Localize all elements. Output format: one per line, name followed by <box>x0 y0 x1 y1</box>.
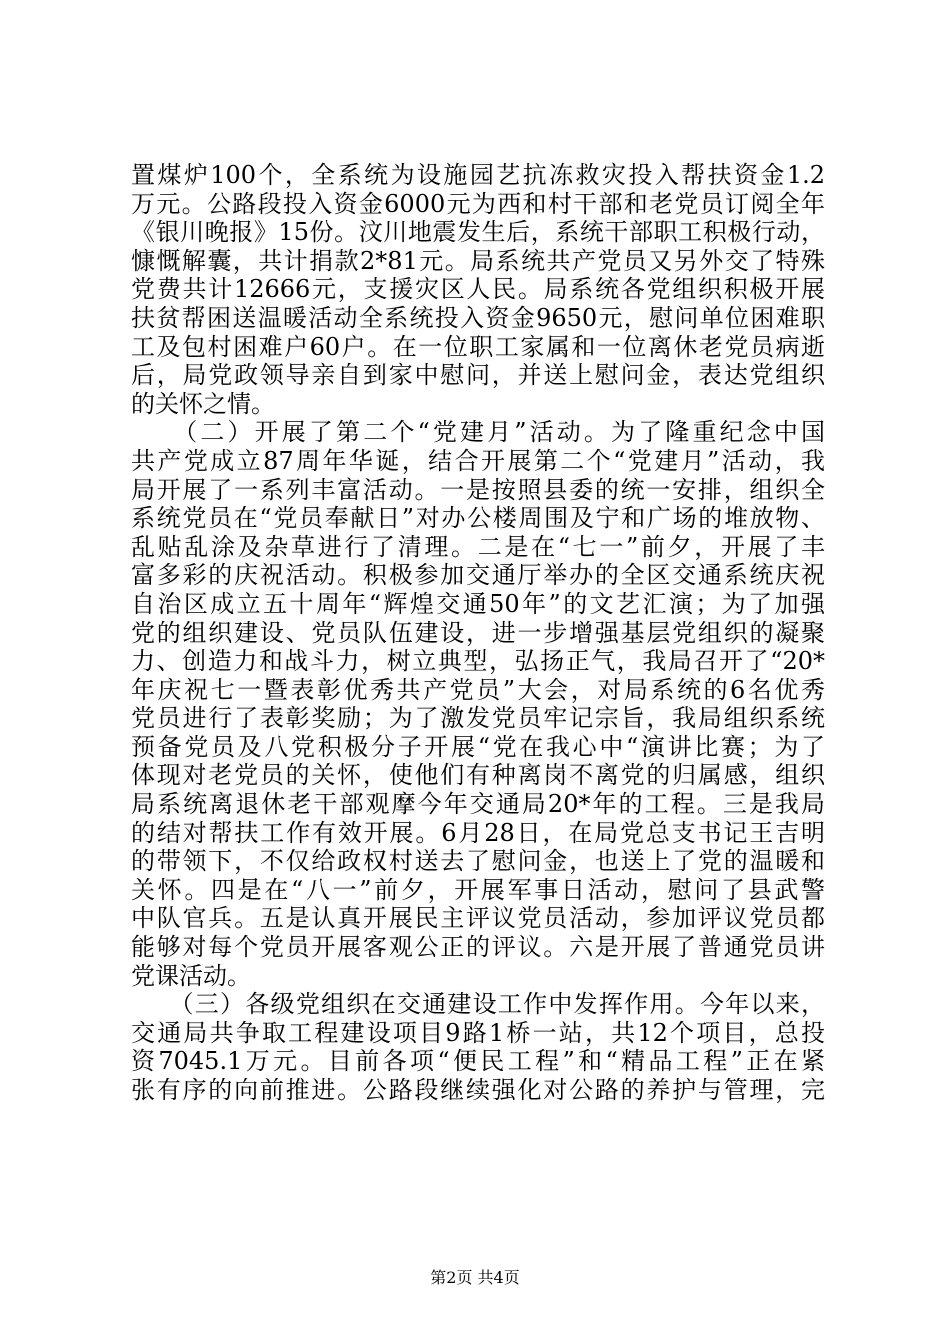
text-line: 的结对帮扶工作有效开展。6月28日，在局党总支书记王吉明 <box>131 818 825 847</box>
text-line: 交通局共争取工程建设项目9路1桥一站，共12个项目，总投 <box>131 1018 825 1047</box>
text-line: 党课活动。 <box>131 961 251 990</box>
text-line: 工及包村困难户60户。在一位职工家属和一位离休老党员病逝 <box>131 332 825 361</box>
text-line: 资7045.1万元。目前各项“便民工程”和“精品工程”正在紧 <box>131 1047 825 1076</box>
text-line: 万元。公路段投入资金6000元为西和村干部和老党员订阅全年 <box>131 189 825 218</box>
text-line: 系统党员在“党员奉献日”对办公楼周围及宁和广场的堆放物、 <box>131 504 825 533</box>
text-line: 的带领下，不仅给政权村送去了慰问金，也送上了党的温暖和 <box>131 847 825 876</box>
text-line: 党的组织建设、党员队伍建设，进一步增强基层党组织的凝聚 <box>131 618 825 647</box>
text-line: 预备党员及八党积极分子开展“党在我心中“演讲比赛；为了 <box>131 732 825 761</box>
section-heading-line: （二）开展了第二个“党建月”活动。为了隆重纪念中国 <box>131 418 825 447</box>
text-line: 张有序的向前推进。公路段继续强化对公路的养护与管理，完 <box>131 1076 825 1104</box>
text-line: 扶贫帮困送温暖活动全系统投入资金9650元，慰问单位困难职 <box>131 303 825 332</box>
text-line: 党员进行了表彰奖励；为了激发党员牢记宗旨，我局组织系统 <box>131 704 825 733</box>
text-line: 体现对老党员的关怀，使他们有种离岗不离党的归属感，组织 <box>131 761 825 790</box>
text-line: 局系统离退休老干部观摩今年交通局20*年的工程。三是我局 <box>131 790 825 819</box>
page-footer <box>0 1268 950 1288</box>
page-number: 第2页 共4页 <box>430 1268 520 1287</box>
text-line: 能够对每个党员开展客观公正的评议。六是开展了普通党员讲 <box>131 933 825 962</box>
text-line: 慷慨解囊，共计捐款2*81元。局系统共产党员又另外交了特殊 <box>131 246 825 275</box>
text-line: 共产党成立87周年华诞，结合开展第二个“党建月”活动，我 <box>131 446 825 475</box>
text-line: 《银川晚报》15份。汶川地震发生后，系统干部职工积极行动， <box>131 218 825 247</box>
text-line: 年庆祝七一暨表彰优秀共产党员”大会，对局系统的6名优秀 <box>131 675 825 704</box>
text-line: 关怀。四是在“八一”前夕，开展军事日活动，慰问了县武警 <box>131 875 825 904</box>
text-line: 乱贴乱涂及杂草进行了清理。二是在“七一”前夕，开展了丰 <box>131 532 825 561</box>
text-line: 的关怀之情。 <box>131 389 275 418</box>
text-line: 富多彩的庆祝活动。积极参加交通厅举办的全区交通系统庆祝 <box>131 561 825 590</box>
text-line: 力、创造力和战斗力，树立典型，弘扬正气，我局召开了“20* <box>131 647 825 676</box>
text-line: 中队官兵。五是认真开展民主评议党员活动，参加评议党员都 <box>131 904 825 933</box>
section-heading-line: （三）各级党组织在交通建设工作中发挥作用。今年以来， <box>131 990 825 1019</box>
text-line: 自治区成立五十周年“辉煌交通50年”的文艺汇演；为了加强 <box>131 589 825 618</box>
text-line: 局开展了一系列丰富活动。一是按照县委的统一安排，组织全 <box>131 475 825 504</box>
body-text <box>131 161 825 1105</box>
text-line: 党费共计12666元，支援灾区人民。局系统各党组织积极开展 <box>131 275 825 304</box>
text-line: 置煤炉100个，全系统为设施园艺抗冻救灾投入帮扶资金1.2 <box>131 161 825 189</box>
text-line: 后，局党政领导亲自到家中慰问，并送上慰问金，表达党组织 <box>131 361 825 390</box>
